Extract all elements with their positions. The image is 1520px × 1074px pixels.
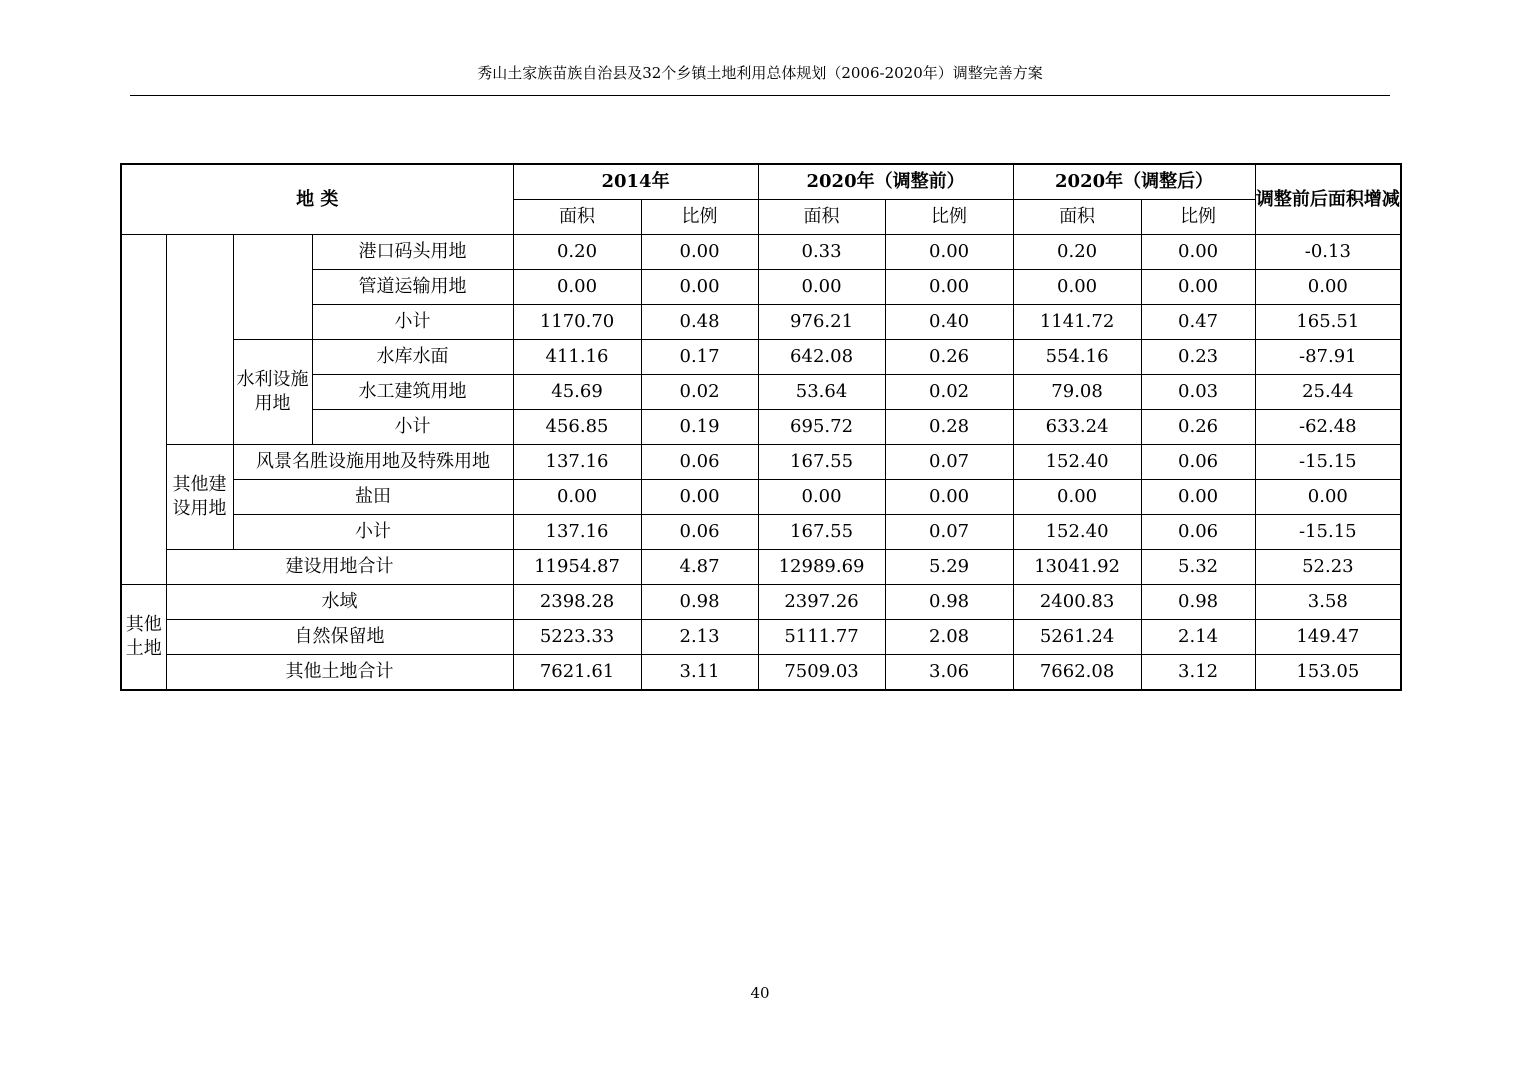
cell: 11954.87 [513, 550, 641, 585]
cell: 0.98 [641, 585, 758, 620]
cell: 5111.77 [758, 620, 885, 655]
cell: 0.07 [885, 515, 1013, 550]
table-row [121, 340, 1401, 375]
row-label: 港口码头用地 [312, 235, 513, 270]
cell: 7662.08 [1013, 655, 1141, 691]
cell: 0.23 [1141, 340, 1255, 375]
cell: 0.00 [1141, 480, 1255, 515]
row-label: 盐田 [233, 480, 513, 515]
table-row [121, 305, 1401, 340]
cell: 79.08 [1013, 375, 1141, 410]
cell: 0.06 [1141, 445, 1255, 480]
blank-cell [121, 235, 166, 585]
group-other-construction: 其他建设用地 [166, 445, 233, 550]
cell: 695.72 [758, 410, 885, 445]
sub-area: 面积 [513, 200, 641, 235]
cell: 0.00 [1013, 480, 1141, 515]
cell: 2397.26 [758, 585, 885, 620]
blank-cell [233, 235, 312, 340]
cell: 2.14 [1141, 620, 1255, 655]
table-row [121, 375, 1401, 410]
cell: 0.17 [641, 340, 758, 375]
cell: 0.00 [1013, 270, 1141, 305]
cell: 0.19 [641, 410, 758, 445]
cell: 4.87 [641, 550, 758, 585]
cell: 0.07 [885, 445, 1013, 480]
cell: 167.55 [758, 515, 885, 550]
cell: 0.02 [641, 375, 758, 410]
row-label: 小计 [233, 515, 513, 550]
cell: 0.28 [885, 410, 1013, 445]
cell: 1170.70 [513, 305, 641, 340]
table-row [121, 410, 1401, 445]
cell: 0.48 [641, 305, 758, 340]
cell: 0.00 [758, 270, 885, 305]
cell: 0.06 [1141, 515, 1255, 550]
sub-area: 面积 [758, 200, 885, 235]
cell: 45.69 [513, 375, 641, 410]
cell: 0.00 [1255, 480, 1401, 515]
cell: 0.00 [1141, 270, 1255, 305]
cell: 167.55 [758, 445, 885, 480]
cell: 5.29 [885, 550, 1013, 585]
row-label: 自然保留地 [166, 620, 513, 655]
cell: 633.24 [1013, 410, 1141, 445]
cell: 3.58 [1255, 585, 1401, 620]
cell: 2.13 [641, 620, 758, 655]
cell: 0.00 [885, 480, 1013, 515]
cell: -0.13 [1255, 235, 1401, 270]
cell: 0.00 [1255, 270, 1401, 305]
table-row [121, 445, 1401, 480]
cell: 0.40 [885, 305, 1013, 340]
cell: 5.32 [1141, 550, 1255, 585]
cell: 0.06 [641, 515, 758, 550]
row-label: 管道运输用地 [312, 270, 513, 305]
cell: 152.40 [1013, 445, 1141, 480]
table-row [121, 655, 1401, 691]
cell: -62.48 [1255, 410, 1401, 445]
col-landtype: 地 类 [121, 164, 513, 235]
cell: 3.12 [1141, 655, 1255, 691]
table-row [121, 270, 1401, 305]
cell: -87.91 [1255, 340, 1401, 375]
cell: 5261.24 [1013, 620, 1141, 655]
group-other-land: 其他土地 [121, 585, 166, 691]
cell: 137.16 [513, 515, 641, 550]
cell: 0.00 [885, 235, 1013, 270]
page-header: 秀山土家族苗族自治县及32个乡镇土地利用总体规划（2006-2020年）调整完善方案 [477, 64, 1043, 82]
cell: 0.00 [641, 270, 758, 305]
cell: 137.16 [513, 445, 641, 480]
col-2014: 2014年 [513, 164, 758, 200]
cell: 1141.72 [1013, 305, 1141, 340]
cell: 152.40 [1013, 515, 1141, 550]
row-label: 其他土地合计 [166, 655, 513, 691]
table-row [121, 235, 1401, 270]
cell: 3.11 [641, 655, 758, 691]
cell: 149.47 [1255, 620, 1401, 655]
col-change: 调整前后面积增减 [1255, 164, 1401, 235]
cell: 0.00 [641, 235, 758, 270]
cell: 411.16 [513, 340, 641, 375]
sub-ratio: 比例 [1141, 200, 1255, 235]
cell: 0.20 [1013, 235, 1141, 270]
cell: 165.51 [1255, 305, 1401, 340]
cell: 7509.03 [758, 655, 885, 691]
cell: 0.47 [1141, 305, 1255, 340]
cell: 0.00 [1141, 235, 1255, 270]
cell: 0.00 [758, 480, 885, 515]
cell: 2.08 [885, 620, 1013, 655]
cell: 0.00 [641, 480, 758, 515]
cell: 53.64 [758, 375, 885, 410]
land-use-table [120, 163, 1402, 691]
table-row [121, 480, 1401, 515]
row-label: 小计 [312, 410, 513, 445]
cell: 2400.83 [1013, 585, 1141, 620]
header-rule [130, 95, 1390, 96]
cell: 0.26 [1141, 410, 1255, 445]
cell: 52.23 [1255, 550, 1401, 585]
cell: 976.21 [758, 305, 885, 340]
cell: 25.44 [1255, 375, 1401, 410]
cell: 12989.69 [758, 550, 885, 585]
cell: -15.15 [1255, 515, 1401, 550]
table-row [121, 515, 1401, 550]
cell: 3.06 [885, 655, 1013, 691]
cell: 0.98 [1141, 585, 1255, 620]
sub-ratio: 比例 [885, 200, 1013, 235]
row-label: 水工建筑用地 [312, 375, 513, 410]
blank-cell [166, 235, 233, 445]
sub-ratio: 比例 [641, 200, 758, 235]
cell: 0.20 [513, 235, 641, 270]
cell: 554.16 [1013, 340, 1141, 375]
col-2020-after: 2020年（调整后） [1013, 164, 1255, 200]
row-label: 建设用地合计 [166, 550, 513, 585]
row-label: 水库水面 [312, 340, 513, 375]
table-row [121, 620, 1401, 655]
table-row [121, 550, 1401, 585]
cell: 0.98 [885, 585, 1013, 620]
row-label: 风景名胜设施用地及特殊用地 [233, 445, 513, 480]
cell: 642.08 [758, 340, 885, 375]
cell: 2398.28 [513, 585, 641, 620]
cell: -15.15 [1255, 445, 1401, 480]
group-water-facility: 水利设施用地 [233, 340, 312, 445]
cell: 153.05 [1255, 655, 1401, 691]
col-2020-before: 2020年（调整前） [758, 164, 1013, 200]
cell: 456.85 [513, 410, 641, 445]
cell: 0.06 [641, 445, 758, 480]
cell: 0.00 [885, 270, 1013, 305]
cell: 7621.61 [513, 655, 641, 691]
page-number: 40 [750, 984, 770, 1002]
cell: 0.33 [758, 235, 885, 270]
sub-area: 面积 [1013, 200, 1141, 235]
cell: 0.00 [513, 270, 641, 305]
table-row [121, 585, 1401, 620]
row-label: 水域 [166, 585, 513, 620]
cell: 5223.33 [513, 620, 641, 655]
cell: 0.00 [513, 480, 641, 515]
cell: 0.03 [1141, 375, 1255, 410]
cell: 0.26 [885, 340, 1013, 375]
header-row-1 [121, 164, 1401, 200]
cell: 13041.92 [1013, 550, 1141, 585]
row-label: 小计 [312, 305, 513, 340]
cell: 0.02 [885, 375, 1013, 410]
